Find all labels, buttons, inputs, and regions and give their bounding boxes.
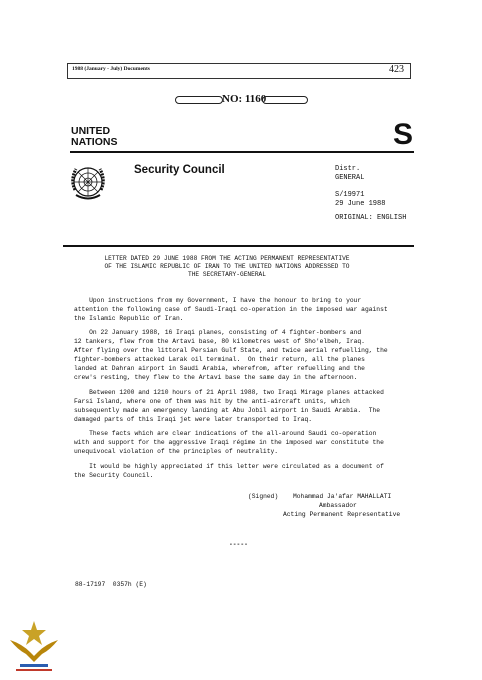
series-symbol-letter: S	[393, 118, 414, 151]
document-number-right-bracket	[262, 96, 308, 104]
letter-title-line: THE SECRETARY-GENERAL	[188, 271, 266, 278]
un-emblem-icon	[66, 160, 110, 208]
body-line: landed at Dahran airport in Saudi Arabia, wherefrom, after refuelling and the	[74, 365, 365, 372]
document-number-left-bracket	[175, 96, 223, 104]
original-language: ORIGINAL: ENGLISH	[335, 214, 407, 222]
body-line: Upon instructions from my Government, I have the honour to bring to your	[74, 297, 362, 304]
signatory-position: Acting Permanent Representative	[283, 511, 401, 518]
org-name-line2: NATIONS	[71, 136, 118, 148]
letter-title-line: OF THE ISLAMIC REPUBLIC OF IRAN TO THE UNITED NATIONS ADDRESSED TO	[104, 263, 350, 270]
distribution-label: Distr.	[335, 165, 361, 173]
distribution-value: GENERAL	[335, 174, 365, 182]
body-line: unequivocal violation of the principles of neutrality.	[74, 448, 279, 455]
document-number: NO: 1160	[222, 93, 267, 105]
body-line: 12 tankers, flew from the Artavi base, 80 kilometres west of Sho'elbeh, Iraq.	[74, 338, 365, 345]
signed-note: (Signed)	[248, 493, 279, 500]
meta-rule	[63, 245, 414, 247]
page-number: 423	[389, 64, 404, 75]
signatory-name: Mohammad Ja'afar MAHALLATI	[293, 493, 392, 500]
end-separator: -----	[229, 541, 248, 548]
heading-rule	[70, 151, 414, 153]
body-line: After flying over the littoral Persian Gulf State, and twice aerial refuelling, the	[74, 347, 388, 354]
letter-title-line: LETTER DATED 29 JUNE 1988 FROM THE ACTING PERMANENT REPRESENTATIVE	[104, 255, 350, 262]
body-line: the Islamic Republic of Iran.	[74, 315, 184, 322]
signatory-title: Ambassador	[319, 502, 357, 509]
watermark-logo	[4, 618, 64, 680]
council-name: Security Council	[134, 164, 225, 176]
body-line: On 22 January 1988, 16 Iraqi planes, consisting of 4 fighter-bombers and	[74, 329, 362, 336]
running-header-title: 1988 (January - July) Documents	[72, 66, 150, 72]
body-line: It would be highly appreciated if this letter were circulated as a document of	[74, 463, 384, 470]
org-name-line1: UNITED	[71, 125, 111, 137]
document-code: 88-17197 0357h (E)	[75, 581, 147, 588]
body-line: subsequently made an emergency landing at Abu Jobil airport in Saudi Arabia. The	[74, 407, 381, 414]
body-line: fighter-bombers attacked Larak oil terminal. On their return, all the planes	[74, 356, 365, 363]
body-line: attention the following case of Saudi-Iraqi co-operation in the imposed war against	[74, 306, 388, 313]
document-symbol: S/19971	[335, 191, 365, 199]
body-line: with and support for the aggressive Iraqi régime in the imposed war constitute the	[74, 439, 384, 446]
body-line: Farsi Island, where one of them was hit by the anti-aircraft units, which	[74, 398, 350, 405]
body-line: damaged parts of this Iraqi jet were later transported to Iraq.	[74, 416, 313, 423]
body-line: Between 1200 and 1210 hours of 21 April 1988, two Iraqi Mirage planes attacked	[74, 389, 384, 396]
body-line: These facts which are clear indications of the all-around Saudi co-operation	[74, 430, 377, 437]
body-line: the Security Council.	[74, 472, 154, 479]
document-date: 29 June 1988	[335, 200, 386, 208]
body-line: crew's resting, they flew to the Artavi base the same day in the afternoon.	[74, 374, 358, 381]
